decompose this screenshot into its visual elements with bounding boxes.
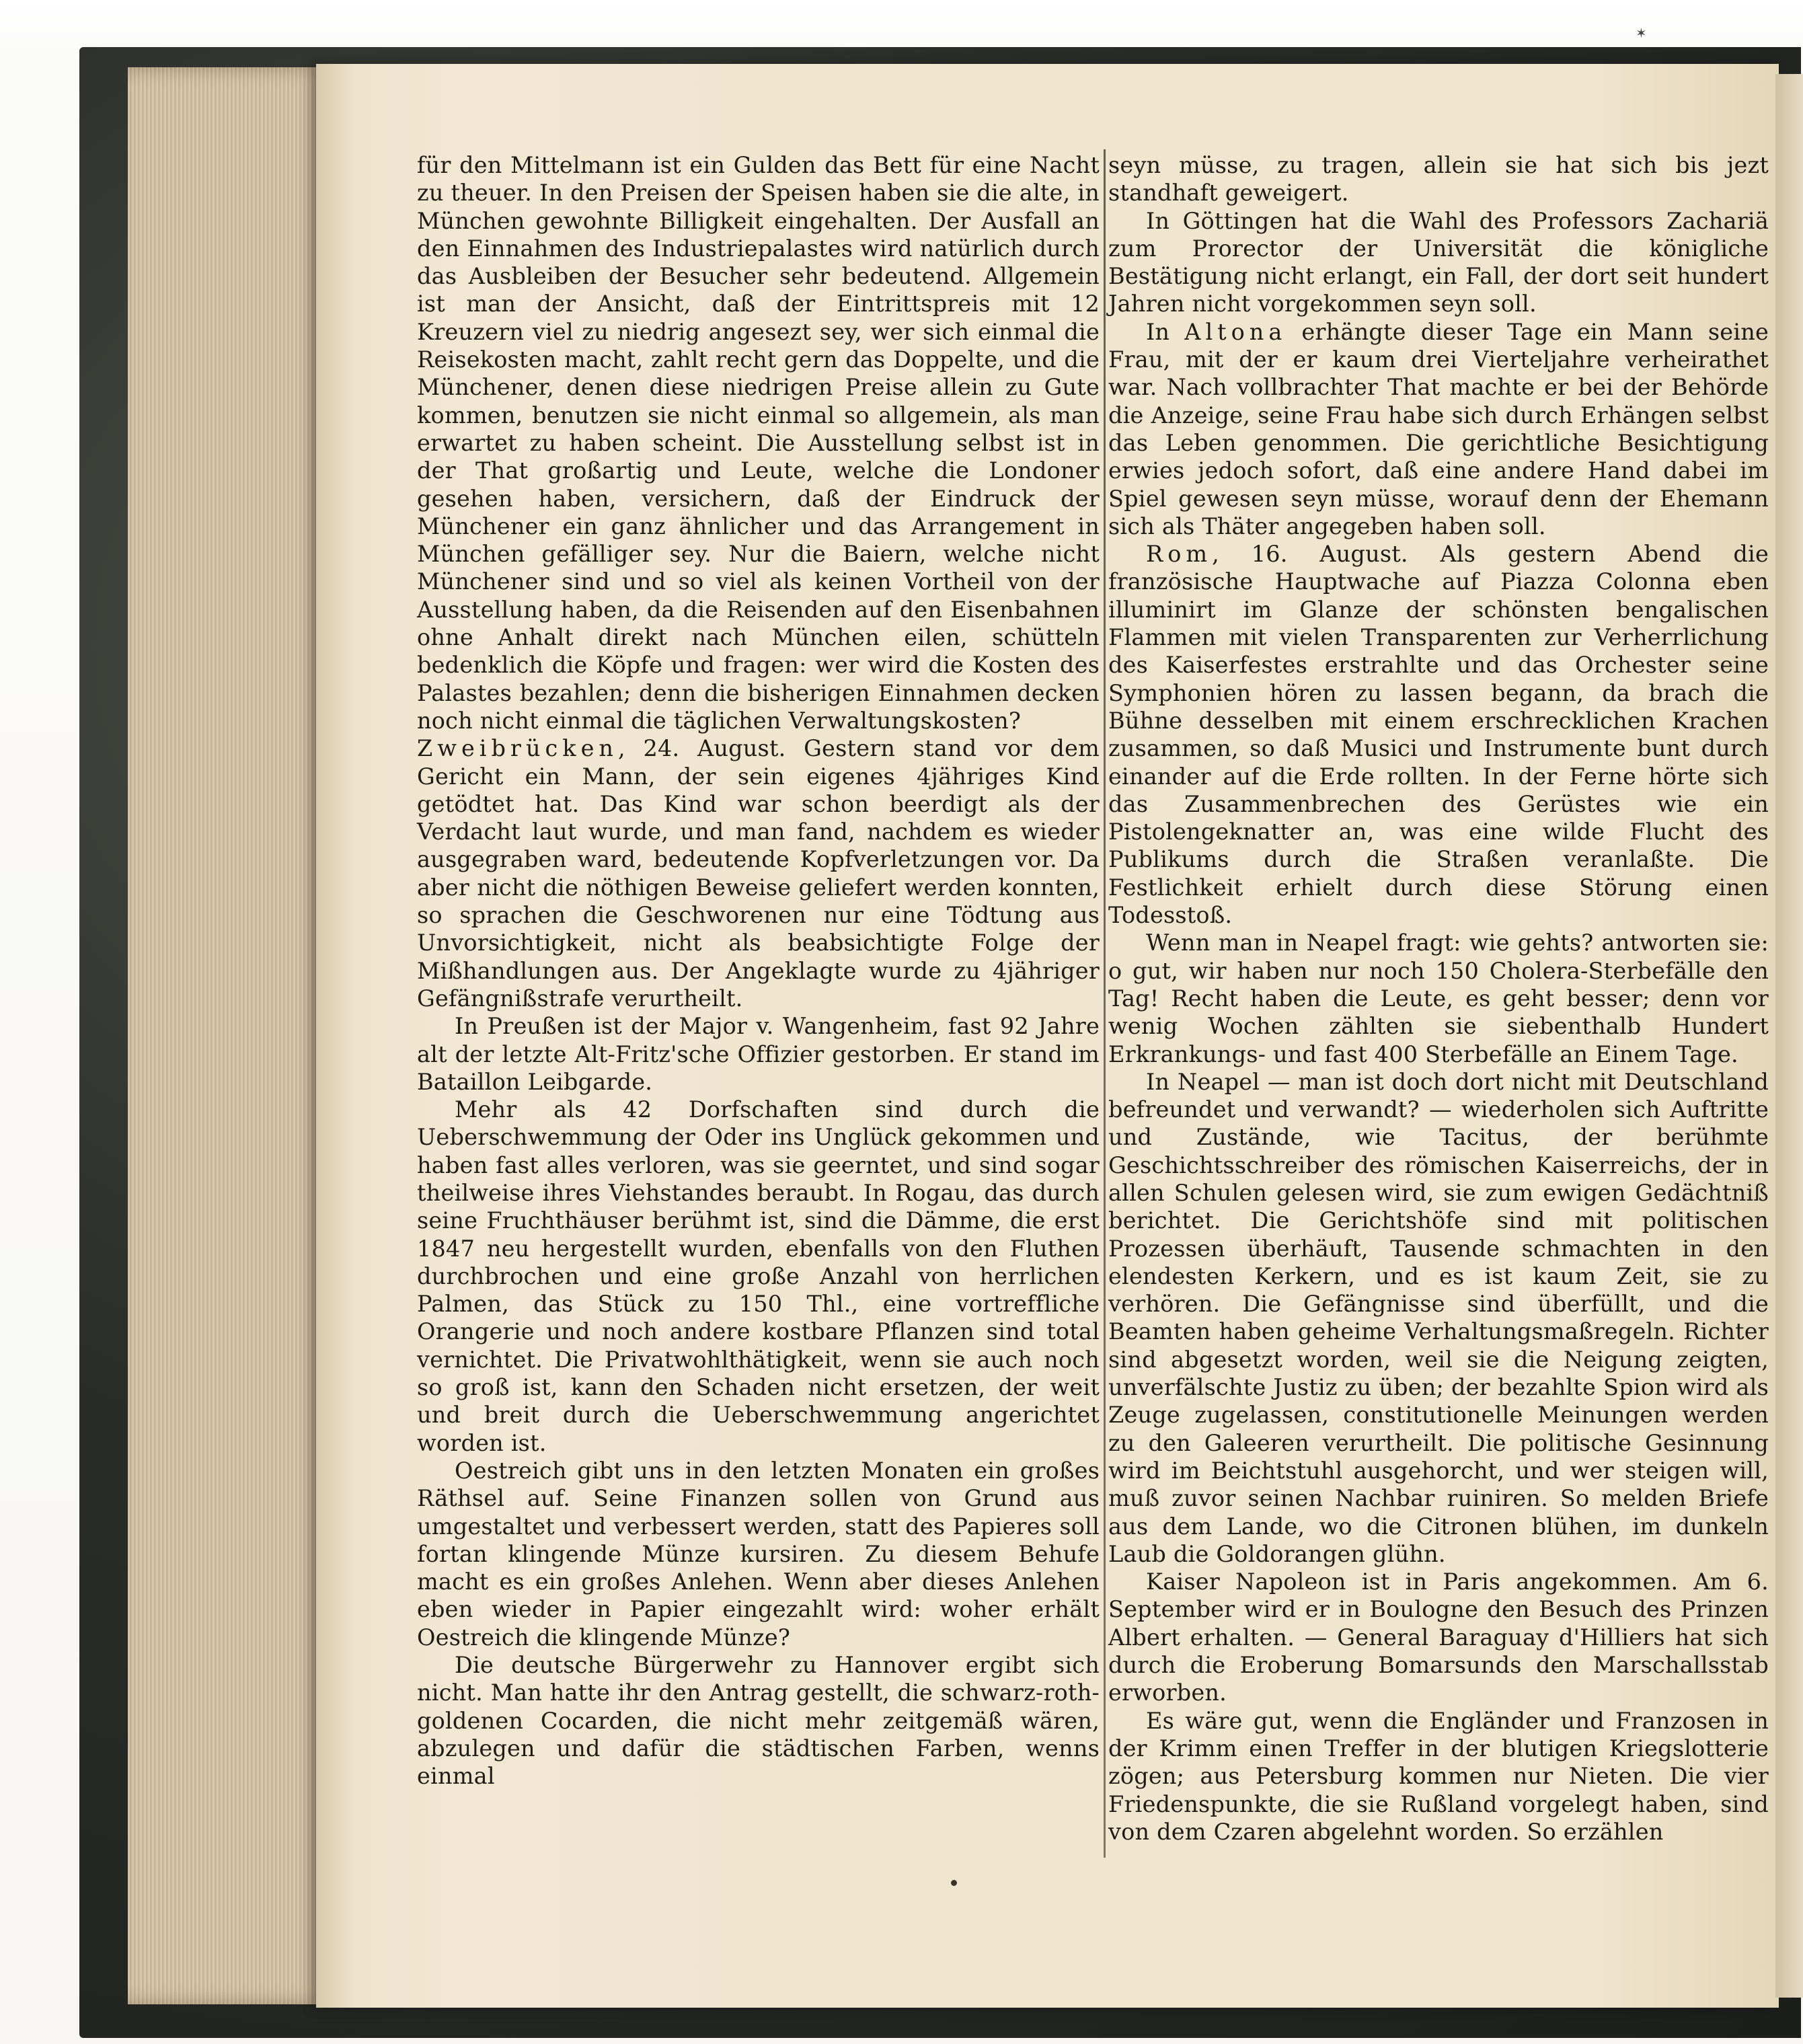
ink-dot xyxy=(951,1880,957,1886)
dateline-place: Zweibrücken xyxy=(417,735,618,762)
article-paragraph: Wenn man in Neapel fragt: wie gehts? antworten sie: o gut, wir haben nur noch 150 Cholera-Sterbefälle den Tag! Recht haben die Leute, es geht besser; denn vor wenig Wochen zählten sie siebenthalb Hundert Erkrankungs- und fast 400 Sterbefälle an Einem Tage. xyxy=(1108,930,1769,1067)
right-column xyxy=(1108,151,1769,1846)
article-paragraph: Kaiser Napoleon ist in Paris angekommen. Am 6. September wird er in Boulogne den Besuch des Prinzen Albert erhalten. — General Baraguay d'Hilliers hat sich durch die Eroberung Bomarsunds den Marschallsstab erworben. xyxy=(1108,1568,1769,1706)
left-column xyxy=(417,151,1100,1790)
article-paragraph: In Neapel — man ist doch dort nicht mit Deutschland befreundet und verwandt? — wiederholen sich Auftritte und Zustände, wie Tacitus, der berühmte Geschichtsschreiber des römischen Kaiserreichs, der in allen Schulen gelesen wird, sie zum ewigen Gedächtniß berichtet. Die Gerichtshöfe sind mit politischen Prozessen überhäuft, Tausende schmachten in den elendesten Kerkern, und es ist kaum Zeit, sie zu verhören. Die Gefängnisse sind überfüllt, und die Beamten haben geheime Verhaltungsmaßregeln. Richter sind abgesetzt worden, weil sie die Neigung zeigten, unverfälschte Justiz zu üben; der bezahlte Spion wird als Zeuge zugelassen, constitutionelle Meinungen werden zu den Galeeren verurtheilt. Die politische Gesinnung wird im Beichtstuhl ausgehorcht, und wer steigen will, muß zuvor seinen Nachbar ruiniren. So melden Briefe aus dem Lande, wo die Citronen blühen, im dunkeln Laub die Goldorangen glühn. xyxy=(1108,1068,1769,1567)
article-paragraph: In Altona erhängte dieser Tage ein Mann seine Frau, mit der er kaum drei Vierteljahre verheirathet war. Nach vollbrachter That machte er bei der Behörde die Anzeige, seine Frau habe sich durch Erhängen selbst das Leben genommen. Die gerichtliche Besichtigung erwies jedoch sofort, daß eine andere Hand dabei im Spiel gewesen seyn müsse, worauf denn der Ehemann sich als Thäter angegeben haben soll. xyxy=(1108,318,1769,539)
article-paragraph: In Preußen ist der Major v. Wangenheim, fast 92 Jahre alt der letzte Alt-Fritz'sche Offizier gestorben. Er stand im Bataillon Leibgarde. xyxy=(417,1013,1100,1095)
article-paragraph: Es wäre gut, wenn die Engländer und Franzosen in der Krimm einen Treffer in der blutigen Kriegslotterie zögen; aus Petersburg kommen nur Nieten. Die vier Friedenspunkte, die sie Rußland vorgelegt haben, sind von dem Czaren abgelehnt worden. So erzählen xyxy=(1108,1707,1769,1845)
article-paragraph: Die deutsche Bürgerwehr zu Hannover ergibt sich nicht. Man hatte ihr den Antrag gestellt, die schwarz-roth-goldenen Cocarden, die nicht mehr zeitgemäß wären, abzulegen und dafür die städtischen Farben, wenns einmal xyxy=(417,1652,1100,1790)
next-leaf-edge xyxy=(1775,74,1803,1998)
page-edge-block xyxy=(128,67,330,2004)
article-paragraph: Rom, 16. August. Als gestern Abend die französische Hauptwache auf Piazza Colonna eben illuminirt im Glanze der schönsten bengalischen Flammen mit vielen Transparenten zur Verherrlichung des Kaiserfestes erstrahlte und das Orchester seine Symphonien hören zu lassen begann, da brach die Bühne desselben mit einem erschrecklichen Krachen zusammen, so daß Musici und Instrumente bunt durch einander auf die Erde rollten. In der Ferne hörte sich das Zusammenbrechen des Gerüstes wie ein Pistolengeknatter an, was eine wilde Flucht des Publikums durch die Straßen veranlaßte. Die Festlichkeit erhielt durch diese Störung einen Todesstoß. xyxy=(1108,541,1769,929)
article-paragraph: In Göttingen hat die Wahl des Professors Zachariä zum Prorector der Universität die königliche Bestätigung nicht erlangt, ein Fall, der dort seit hundert Jahren nicht vorgekommen seyn soll. xyxy=(1108,207,1769,317)
article-paragraph: seyn müsse, zu tragen, allein sie hat sich bis jezt standhaft geweigert. xyxy=(1108,152,1769,206)
dateline-place: Rom xyxy=(1146,541,1213,568)
article-paragraph: Zweibrücken, 24. August. Gestern stand vor dem Gericht ein Mann, der sein eigenes 4jähriges Kind getödtet hat. Das Kind war schon beerdigt als der Verdacht laut wurde, und man fand, nachdem es wieder ausgegraben ward, bedeutende Kopfverletzungen vor. Da aber nicht die nöthigen Beweise geliefert werden konnten, so sprachen die Geschworenen nur eine Tödtung aus Unvorsichtigkeit, nicht als beabsichtigte Folge der Mißhandlungen aus. Der Angeklagte wurde zu 4jähriger Gefängnißstrafe verurtheilt. xyxy=(417,735,1100,1012)
article-paragraph: Mehr als 42 Dorfschaften sind durch die Ueberschwemmung der Oder ins Unglück gekommen und haben fast alles verloren, was sie geerntet, und sind sogar theilweise ihres Viehstandes beraubt. In Rogau, das durch seine Fruchthäuser berühmt ist, sind die Dämme, die erst 1847 neu hergestellt wurden, ebenfalls von den Fluthen durchbrochen und eine große Anzahl von herrlichen Palmen, das Stück zu 150 Thl., eine vortreffliche Orangerie und noch andere kostbare Pflanzen sind total vernichtet. Die Privatwohlthätigkeit, wenn sie auch noch so groß ist, kann den Schaden nicht ersetzen, der weit und breit durch die Ueberschwemmung angerichtet worden ist. xyxy=(417,1096,1100,1456)
dust-speck-icon: ✶ xyxy=(1636,25,1647,41)
dateline-place: Altona xyxy=(1184,318,1287,345)
article-paragraph: für den Mittelmann ist ein Gulden das Bett für eine Nacht zu theuer. In den Preisen der Speisen haben sie die alte, in München gewohnte Billigkeit eingehalten. Der Ausfall an den Einnahmen des Industriepalastes wird natürlich durch das Ausbleiben der Besucher sehr bedeutend. Allgemein ist man der Ansicht, daß der Eintrittspreis mit 12 Kreuzern viel zu niedrig angesezt sey, wer sich einmal die Reisekosten macht, zahlt recht gern das Doppelte, und die Münchener, denen diese niedrigen Preise allein zu Gute kommen, benutzen sie nicht einmal so allgemein, als man erwartet zu haben scheint. Die Ausstellung selbst ist in der That großartig und Leute, welche die Londoner gesehen haben, versichern, daß der Eindruck der Münchener ein ganz ähnlicher und das Arrangement in München gefälliger sey. Nur die Baiern, welche nicht Münchener sind und so viel als keinen Vortheil von der Ausstellung haben, da die Reisenden auf den Eisenbahnen ohne Anhalt direkt nach München eilen, schütteln bedenklich die Köpfe und fragen: wer wird die Kosten des Palastes bezahlen; denn die bisherigen Einnahmen decken noch nicht einmal die täglichen Verwaltungskosten? xyxy=(417,152,1100,734)
column-divider xyxy=(1104,149,1106,1858)
article-paragraph: Oestreich gibt uns in den letzten Monaten ein großes Räthsel auf. Seine Finanzen sollen von Grund aus umgestaltet und verbessert werden, statt des Papieres soll fortan klingende Münze kursiren. Zu diesem Behufe macht es ein großes Anlehen. Wenn aber dieses Anlehen eben wieder in Papier eingezahlt wird: woher erhält Oestreich die klingende Münze? xyxy=(417,1457,1100,1651)
